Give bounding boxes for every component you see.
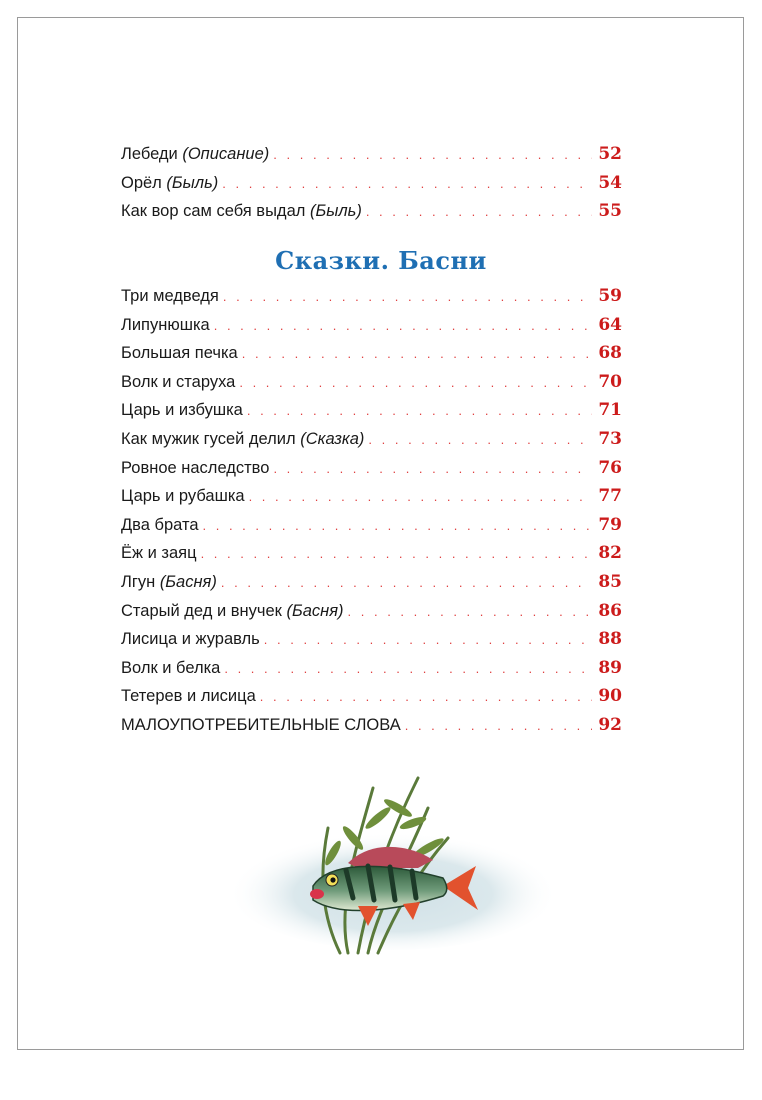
toc-entry-page-number: 76 bbox=[598, 457, 622, 478]
leader-dots bbox=[242, 340, 593, 369]
toc-entry bbox=[121, 339, 622, 368]
leader-dots bbox=[247, 397, 592, 426]
leader-dots bbox=[221, 569, 592, 598]
toc-entry-title-group bbox=[121, 682, 256, 711]
toc-entry-title-group bbox=[121, 396, 243, 425]
toc-entry-page-number: 85 bbox=[598, 571, 622, 592]
toc-entry-page-number: 55 bbox=[598, 201, 622, 222]
leader-dots bbox=[249, 483, 593, 512]
leader-dots bbox=[348, 598, 593, 627]
toc-entry bbox=[121, 511, 622, 540]
toc-entry-title-group bbox=[121, 539, 197, 568]
toc-entry-page-number: 73 bbox=[598, 428, 622, 449]
toc-entry bbox=[121, 711, 622, 740]
toc-entry-title: Как мужик гусей делил bbox=[121, 429, 296, 448]
leader-dots bbox=[201, 540, 593, 569]
toc-list-section bbox=[121, 282, 622, 740]
leader-dots bbox=[260, 683, 593, 712]
toc-entry-title: Царь и избушка bbox=[121, 401, 243, 420]
leader-dots bbox=[203, 512, 593, 541]
toc-entry-title-group bbox=[121, 482, 245, 511]
toc-entry-title: МАЛОУПОТРЕБИТЕЛЬНЫЕ СЛОВА bbox=[121, 715, 401, 734]
toc-entry bbox=[121, 654, 622, 683]
toc-entry-page-number: 92 bbox=[598, 714, 622, 735]
leader-dots bbox=[273, 141, 592, 170]
toc-entry-title: Три медведя bbox=[121, 287, 219, 305]
toc-entry-title: Волк и старуха bbox=[121, 372, 236, 391]
toc-entry-title-group bbox=[121, 597, 344, 626]
toc-entry-title: Старый дед и внучек bbox=[121, 601, 282, 620]
section-heading: Сказки. Басни bbox=[275, 246, 487, 275]
toc-entry-title-group bbox=[121, 511, 199, 540]
leader-dots bbox=[222, 170, 592, 199]
toc-entry-title: Большая печка bbox=[121, 344, 238, 363]
toc-entry bbox=[121, 454, 622, 483]
toc-entry-genre: (Сказка) bbox=[300, 429, 365, 448]
toc-entry bbox=[121, 197, 622, 226]
toc-entry bbox=[121, 169, 622, 198]
toc-entry bbox=[121, 396, 622, 425]
toc-entry bbox=[121, 597, 622, 626]
toc-entry-title: Тетерев и лисица bbox=[121, 687, 256, 706]
toc-entry bbox=[121, 140, 622, 169]
leader-dots bbox=[405, 712, 593, 741]
leader-dots bbox=[224, 655, 592, 684]
toc-entry-title-group bbox=[121, 425, 364, 454]
toc-entry-page-number: 77 bbox=[598, 486, 622, 507]
toc-entry-genre: (Басня) bbox=[159, 572, 217, 591]
toc-entry-page-number: 59 bbox=[598, 286, 622, 306]
toc-entry-title-group bbox=[121, 339, 238, 368]
leader-dots bbox=[368, 426, 592, 455]
fish-mouth bbox=[310, 889, 324, 899]
toc-entry-title: Липунюшка bbox=[121, 315, 210, 334]
toc-entry-title: Лебеди bbox=[121, 145, 178, 163]
toc-entry-title: Орёл bbox=[121, 173, 162, 192]
toc-entry-page-number: 86 bbox=[598, 600, 622, 621]
toc-entry-page-number: 88 bbox=[598, 629, 622, 650]
toc-entry bbox=[121, 568, 622, 597]
toc-entry-title-group bbox=[121, 454, 269, 483]
toc-entry-title: Два брата bbox=[121, 515, 199, 534]
toc-entry-title: Волк и белка bbox=[121, 658, 221, 677]
toc-entry-page-number: 89 bbox=[598, 657, 622, 678]
toc-entry-genre: (Описание) bbox=[182, 145, 270, 163]
toc-entry-genre: (Быль) bbox=[166, 173, 219, 192]
toc-entry bbox=[121, 282, 622, 311]
toc-entry-title-group bbox=[121, 368, 235, 397]
toc-entry-title-group bbox=[121, 169, 218, 198]
toc-entry-page-number: 82 bbox=[598, 543, 622, 564]
leader-dots bbox=[239, 369, 592, 398]
toc-entry-page-number: 68 bbox=[598, 343, 622, 364]
leader-dots bbox=[214, 312, 593, 341]
toc-entry-title-group bbox=[121, 654, 220, 683]
toc-entry-title: Как вор сам себя выдал bbox=[121, 202, 306, 221]
toc-entry-title-group bbox=[121, 197, 362, 226]
toc-entry-title-group bbox=[121, 140, 269, 169]
toc-list-top bbox=[121, 140, 622, 226]
toc-entry-title-group bbox=[121, 282, 219, 311]
perch-fish-icon bbox=[228, 768, 558, 958]
leader-dots bbox=[223, 283, 592, 312]
leader-dots bbox=[264, 626, 593, 655]
toc-entry-title-group bbox=[121, 711, 401, 740]
toc-entry-title: Царь и рубашка bbox=[121, 487, 245, 506]
leader-dots bbox=[273, 455, 592, 484]
toc-entry bbox=[121, 682, 622, 711]
toc-entry-page-number: 71 bbox=[598, 400, 622, 421]
toc-entry-page-number: 70 bbox=[598, 371, 622, 392]
toc-entry-page-number: 52 bbox=[598, 144, 622, 164]
toc-entry-genre: (Басня) bbox=[286, 601, 344, 620]
toc-entry bbox=[121, 539, 622, 568]
toc-entry-title: Ёж и заяц bbox=[121, 544, 197, 563]
toc-entry bbox=[121, 311, 622, 340]
toc-entry-page-number: 90 bbox=[598, 686, 622, 707]
toc-entry-title: Ровное наследство bbox=[121, 458, 270, 477]
toc-entry-page-number: 79 bbox=[598, 514, 622, 535]
leader-dots bbox=[366, 198, 593, 227]
toc-entry-title: Лгун bbox=[121, 572, 156, 591]
toc-entry bbox=[121, 425, 622, 454]
toc-entry-title: Лисица и журавль bbox=[121, 630, 260, 649]
toc-entry bbox=[121, 482, 622, 511]
toc-entry-title-group bbox=[121, 625, 260, 654]
toc-entry bbox=[121, 368, 622, 397]
toc-entry-page-number: 54 bbox=[598, 172, 622, 193]
toc-entry bbox=[121, 625, 622, 654]
toc-entry-title-group bbox=[121, 568, 217, 597]
toc-entry-page-number: 64 bbox=[598, 314, 622, 335]
toc-entry-title-group bbox=[121, 311, 210, 340]
toc-entry-genre: (Быль) bbox=[309, 202, 362, 221]
